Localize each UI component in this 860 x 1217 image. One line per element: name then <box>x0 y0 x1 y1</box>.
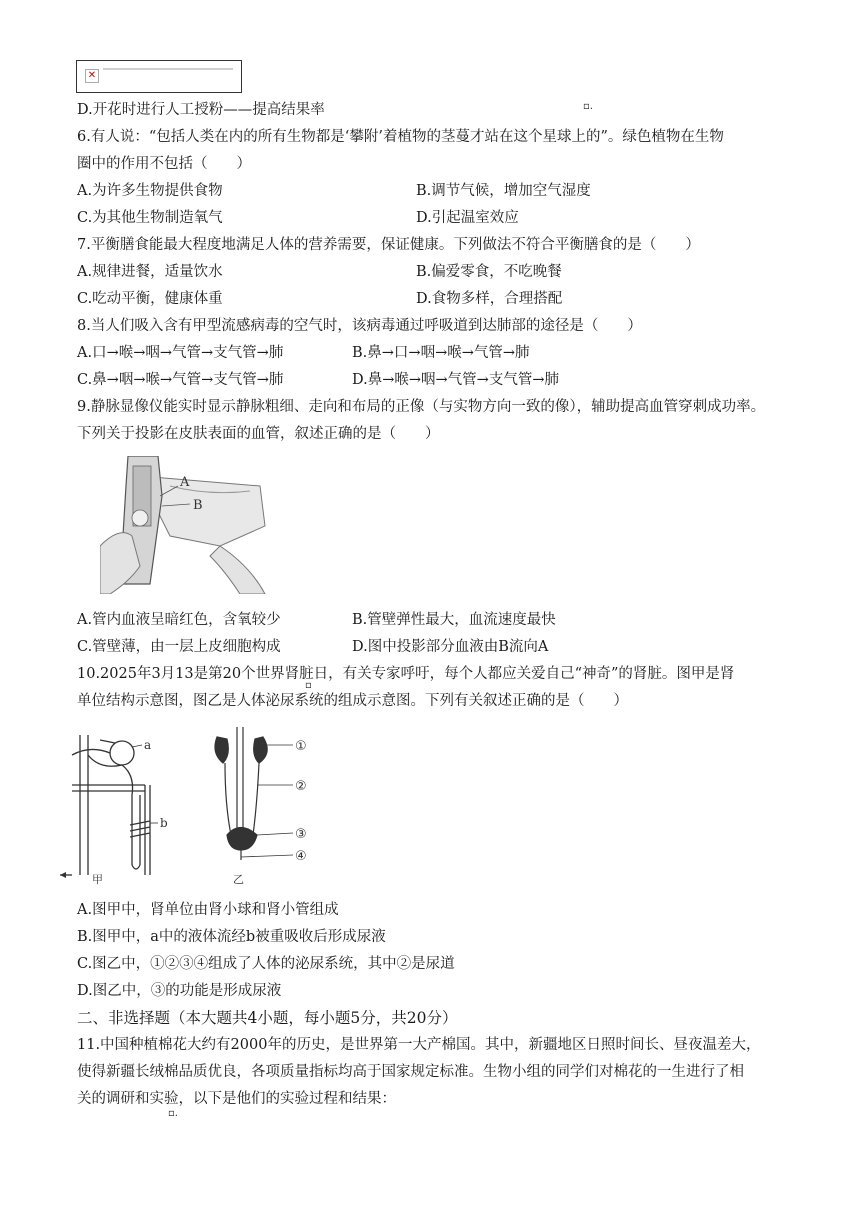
q9-stem-line1: 9.静脉显像仪能实时显示静脉粗细、走向和布局的正像（与实物方向一致的像），辅助提高血管穿刺成功率。 <box>77 399 766 415</box>
broken-image-icon: ✕ <box>85 69 99 83</box>
q6-stem-line1: 6.有人说：“包括人类在内的所有生物都是‘攀附’着植物的茎蔓才站在这个星球上的”。绿色植物在生物 <box>77 129 724 145</box>
q9-option-b: B.管壁弹性最大，血流速度最快 <box>352 612 556 628</box>
q11-line3: 关的调研和实验，以下是他们的实验过程和结果： <box>77 1091 396 1107</box>
fig-label-a: A <box>180 475 190 490</box>
q8-option-a: A.口→喉→咽→气管→支气管→肺 <box>77 345 284 361</box>
q6-option-b: B.调节气候，增加空气湿度 <box>416 183 591 199</box>
fig-label-b: b <box>160 816 168 830</box>
fig-num-2: ② <box>295 779 307 794</box>
fig-label-a: a <box>144 738 152 752</box>
q6-option-a: A.为许多生物提供食物 <box>77 183 223 199</box>
vein-imager-figure <box>100 456 270 594</box>
fig-num-4: ④ <box>295 849 307 864</box>
q10-stem-line2: 单位结构示意图，图乙是人体泌尿系统的组成示意图。下列有关叙述正确的是（ ） <box>77 693 628 709</box>
q8-option-d: D.鼻→喉→咽→气管→支气管→肺 <box>352 372 559 388</box>
small-square-marker-icon: ▫ <box>305 680 312 691</box>
nephron-diagram <box>60 725 175 887</box>
q7-option-d: D.食物多样，合理搭配 <box>416 291 563 307</box>
q8-stem: 8.当人们吸入含有甲型流感病毒的空气时，该病毒通过呼吸道到达肺部的途径是（ ） <box>77 318 642 334</box>
q10-option-b: B.图甲中，a中的液体流经b被重吸收后形成尿液 <box>77 929 386 945</box>
q7-option-c: C.吃动平衡，健康体重 <box>77 291 223 307</box>
fig-label-b: B <box>193 498 203 513</box>
q8-option-c: C.鼻→咽→喉→气管→支气管→肺 <box>77 372 284 388</box>
q6-option-d: D.引起温室效应 <box>416 210 519 226</box>
q10-option-d: D.图乙中，③的功能是形成尿液 <box>77 983 282 999</box>
fig-num-1: ① <box>295 739 307 754</box>
q9-option-a: A.管内血液呈暗红色，含氧较少 <box>77 612 281 628</box>
q6-stem-line2: 圈中的作用不包括（ ） <box>77 156 251 172</box>
q9-option-c: C.管壁薄，由一层上皮细胞构成 <box>77 639 281 655</box>
q10-stem-line1: 10.2025年3月13是第20个世界肾脏日，有关专家呼吁，每个人都应关爱自己“神奇”的肾脏。图甲是肾 <box>77 666 735 682</box>
q11-line1: 11.中国种植棉花大约有2000年的历史，是世界第一大产棉国。其中，新疆地区日照时间长、昼夜温差大， <box>77 1037 761 1053</box>
q9-option-d: D.图中投影部分血液由B流向A <box>352 639 549 655</box>
q10-option-a: A.图甲中，肾单位由肾小球和肾小管组成 <box>77 902 339 918</box>
q7-stem: 7.平衡膳食能最大程度地满足人体的营养需要，保证健康。下列做法不符合平衡膳食的是（ ） <box>77 237 700 253</box>
q7-option-b: B.偏爱零食，不吃晚餐 <box>416 264 562 280</box>
image-caption-placeholder <box>103 68 233 70</box>
fig-jia-label: 甲 <box>92 873 103 886</box>
q6-option-c: C.为其他生物制造氧气 <box>77 210 223 226</box>
section-title: 二、非选择题（本大题共4小题，每小题5分，共20分） <box>77 1009 458 1027</box>
broken-image-placeholder <box>76 60 242 93</box>
q9-stem-line2: 下列关于投影在皮肤表面的血管，叙述正确的是（ ） <box>77 426 440 442</box>
fig-num-3: ③ <box>295 827 307 842</box>
fig-yi-label: 乙 <box>233 873 244 886</box>
q11-line2: 使得新疆长绒棉品质优良，各项质量指标均高于国家规定标准。生物小组的同学们对棉花的一生进行了相 <box>77 1064 744 1080</box>
q7-option-a: A.规律进餐，适量饮水 <box>77 264 223 280</box>
small-square-marker-icon: ▫. <box>583 101 593 112</box>
small-square-marker-icon: ▫. <box>168 1108 178 1119</box>
q5-option-d: D.开花时进行人工授粉——提高结果率 <box>77 102 325 118</box>
urinary-system-diagram <box>205 725 325 887</box>
q10-option-c: C.图乙中，①②③④组成了人体的泌尿系统，其中②是尿道 <box>77 956 455 972</box>
q8-option-b: B.鼻→口→咽→喉→气管→肺 <box>352 345 530 361</box>
